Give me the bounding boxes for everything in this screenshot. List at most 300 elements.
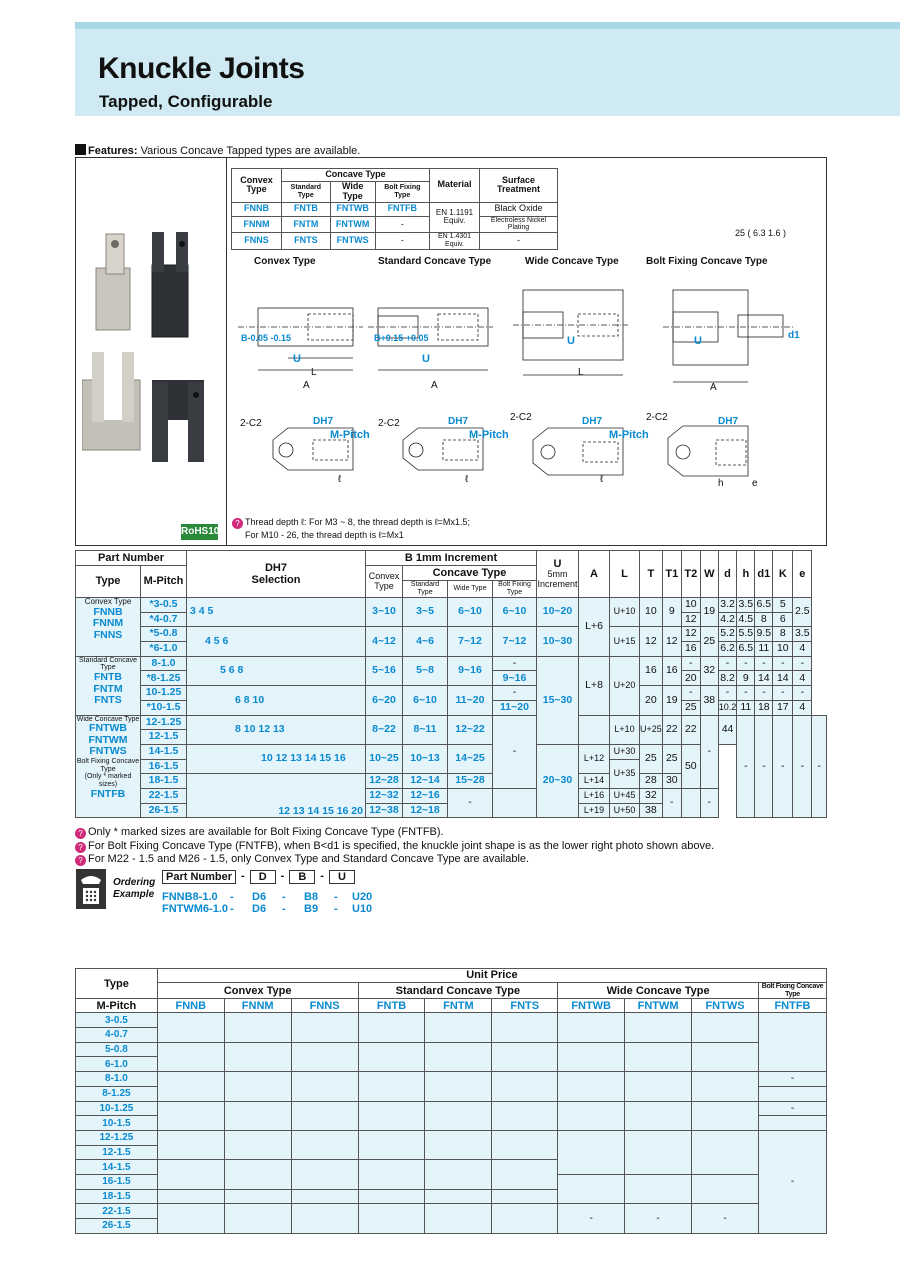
e-cell: - bbox=[812, 715, 827, 818]
notes bbox=[75, 826, 714, 867]
t2-cell: - bbox=[681, 656, 700, 671]
ordering-header bbox=[162, 870, 355, 884]
d1-cell: 11 bbox=[755, 642, 773, 657]
d-cell: 8.2 bbox=[718, 671, 737, 686]
k-cell: 17 bbox=[773, 700, 793, 715]
a-cell: L+16 bbox=[579, 788, 610, 803]
d1-cell: - bbox=[755, 686, 773, 701]
label-dh7-3: DH7 bbox=[582, 416, 603, 427]
b-cell: 6~20 bbox=[366, 686, 403, 715]
price-th-mpitch: M-Pitch bbox=[76, 999, 158, 1013]
type-label: Bolt Fixing Concave Type bbox=[76, 757, 140, 773]
price-cell bbox=[291, 1160, 358, 1189]
th-type: Type bbox=[76, 566, 141, 598]
t2-cell: 12 bbox=[681, 612, 700, 627]
b-cell: 8~22 bbox=[366, 715, 403, 744]
price-cell bbox=[224, 1130, 291, 1159]
t-cell: 20 bbox=[640, 686, 663, 715]
technical-drawings bbox=[228, 270, 826, 520]
mpitch-cell: *4-0.7 bbox=[141, 612, 187, 627]
h-cell: 5.5 bbox=[737, 627, 755, 642]
price-row-label: 12-1.25 bbox=[76, 1130, 158, 1145]
type-label: FNTFB bbox=[90, 787, 126, 800]
t1-cell: - bbox=[662, 788, 681, 817]
spec-h-convex: Convex Type bbox=[232, 169, 282, 203]
photo-convex-silver bbox=[96, 234, 130, 330]
price-cell bbox=[625, 1174, 692, 1203]
th-u-text: U bbox=[553, 558, 562, 571]
w-cell: - bbox=[700, 788, 718, 817]
mpitch-cell: 18-1.5 bbox=[141, 774, 187, 789]
d-cell: 5.2 bbox=[718, 627, 737, 642]
b-cell: 12~32 bbox=[366, 788, 403, 803]
label-h: h bbox=[718, 478, 724, 489]
h-cell: 11 bbox=[737, 700, 755, 715]
b-cell: 5~16 bbox=[366, 656, 403, 685]
type-label: Convex Type bbox=[84, 597, 132, 606]
b-cell: 12~16 bbox=[403, 788, 448, 803]
ex-b: B8 bbox=[304, 891, 319, 903]
ordering-label bbox=[113, 877, 155, 901]
a-cell: L+8 bbox=[579, 656, 610, 715]
l-cell: U+35 bbox=[610, 759, 640, 788]
price-row-label: 18-1.5 bbox=[76, 1189, 158, 1204]
b-cell: 11~20 bbox=[493, 700, 537, 715]
e-cell: 2.5 bbox=[793, 598, 812, 627]
t-cell: 28 bbox=[640, 774, 663, 789]
spec-table bbox=[231, 168, 558, 250]
u-cell-empty bbox=[579, 715, 610, 744]
label-a-1: A bbox=[303, 380, 310, 391]
spec-cell: - bbox=[375, 216, 429, 232]
price-cell bbox=[157, 1189, 224, 1204]
d-selection-cell: 3 4 5 bbox=[187, 598, 366, 627]
u-cell: 15~30 bbox=[537, 656, 579, 744]
price-cell bbox=[558, 1072, 625, 1101]
b-cell: 14~25 bbox=[448, 744, 493, 773]
th-b-increment: B 1mm Increment bbox=[366, 551, 537, 566]
spec-cell: FNNB bbox=[232, 202, 282, 216]
phone-icon bbox=[75, 868, 107, 910]
t1-cell: 22 bbox=[681, 715, 700, 744]
th-col: d1 bbox=[755, 551, 773, 598]
th-mpitch: M-Pitch bbox=[141, 566, 187, 598]
price-cell: - bbox=[692, 1204, 759, 1233]
label-d1: d1 bbox=[788, 330, 800, 341]
t2-cell: 16 bbox=[681, 642, 700, 657]
price-table bbox=[75, 968, 827, 1234]
label-u-1: U bbox=[293, 353, 301, 365]
spec-h-concave: Concave Type bbox=[282, 169, 430, 182]
price-cell bbox=[224, 1072, 291, 1101]
b-cell: - bbox=[493, 656, 537, 671]
b-cell: 15~28 bbox=[448, 774, 493, 789]
price-cell: - bbox=[625, 1204, 692, 1233]
price-cell bbox=[625, 1013, 692, 1042]
h-cell: - bbox=[737, 686, 755, 701]
a-cell: L+12 bbox=[579, 744, 610, 773]
spec-cell: FNTWB bbox=[330, 202, 375, 216]
price-cell: - bbox=[558, 1204, 625, 1233]
price-cell bbox=[625, 1072, 692, 1101]
price-cell bbox=[558, 1013, 625, 1042]
price-cell bbox=[358, 1189, 425, 1204]
d-cell: 10.2 bbox=[718, 700, 737, 715]
price-row-label: 10-1.25 bbox=[76, 1101, 158, 1116]
k-cell: 10 bbox=[773, 642, 793, 657]
k-cell: - bbox=[793, 715, 812, 818]
d-cell: - bbox=[718, 686, 737, 701]
d-cell: 6.2 bbox=[718, 642, 737, 657]
l-cell: U+50 bbox=[610, 803, 640, 818]
th-col: K bbox=[773, 551, 793, 598]
th-col: L bbox=[610, 551, 640, 598]
price-cell bbox=[291, 1072, 358, 1101]
part-number-table bbox=[75, 550, 827, 818]
th-wide: Wide Type bbox=[448, 581, 493, 598]
b-cell: 4~12 bbox=[366, 627, 403, 656]
price-cell bbox=[425, 1042, 492, 1071]
label-u-2: U bbox=[422, 353, 430, 365]
spec-material-text: Material bbox=[437, 179, 472, 190]
u-cell: 20~30 bbox=[537, 744, 579, 817]
price-cell: - bbox=[758, 1101, 826, 1116]
price-cell bbox=[692, 1174, 759, 1203]
type-label: Wide Concave Type bbox=[76, 715, 140, 723]
price-th-unit: Unit Price bbox=[157, 969, 826, 983]
b-cell: 4~6 bbox=[403, 627, 448, 656]
thread-note-1 bbox=[232, 517, 470, 529]
type-label: FNTM bbox=[93, 682, 123, 695]
mpitch-cell: *5-0.8 bbox=[141, 627, 187, 642]
l-cell: U+30 bbox=[610, 744, 640, 759]
price-th-col: FNTM bbox=[425, 999, 492, 1013]
note-text: Only * marked sizes are available for Bolt Fixing Concave Type (FNTFB). bbox=[88, 826, 444, 838]
e-cell: - bbox=[793, 656, 812, 671]
t2-cell: 12 bbox=[681, 627, 700, 642]
price-cell bbox=[425, 1204, 492, 1233]
label-e: e bbox=[752, 478, 758, 489]
k-cell: - bbox=[773, 686, 793, 701]
a-cell: L+6 bbox=[579, 598, 610, 657]
ordering-examples bbox=[162, 891, 372, 915]
spec-h-material bbox=[430, 169, 480, 203]
b-cell: 8~11 bbox=[403, 715, 448, 744]
features-text: Various Concave Tapped types are available. bbox=[140, 145, 361, 157]
d-cell: 4.2 bbox=[718, 612, 737, 627]
b-cell: 5~8 bbox=[403, 656, 448, 685]
price-cell bbox=[157, 1204, 224, 1233]
d-selection-cell: 5 6 8 bbox=[187, 656, 366, 685]
page-title: Knuckle Joints bbox=[98, 52, 305, 85]
drawing-title-standard: Standard Concave Type bbox=[378, 256, 492, 267]
price-cell bbox=[692, 1072, 759, 1101]
square-icon bbox=[75, 144, 86, 155]
th-col: T2 bbox=[681, 551, 700, 598]
price-cell bbox=[157, 1160, 224, 1189]
note-item bbox=[75, 853, 714, 867]
price-cell bbox=[157, 1013, 224, 1042]
price-cell bbox=[492, 1042, 558, 1071]
price-row-label: 3-0.5 bbox=[76, 1013, 158, 1028]
label-dh7-1: DH7 bbox=[313, 416, 334, 427]
note-bullet-icon: ? bbox=[232, 518, 243, 529]
t2-cell: 10 bbox=[681, 598, 700, 613]
price-cell bbox=[224, 1160, 291, 1189]
b-cell: 3~5 bbox=[403, 598, 448, 627]
spec-h-wide: Wide Type bbox=[330, 182, 375, 203]
b-cell: 9~16 bbox=[493, 671, 537, 686]
note-bullet-icon: ? bbox=[75, 842, 86, 853]
b-cell: - bbox=[493, 715, 537, 788]
price-cell bbox=[358, 1042, 425, 1071]
t2-cell: 25 bbox=[681, 700, 700, 715]
drawing-bolt-side bbox=[663, 290, 793, 382]
price-cell bbox=[425, 1130, 492, 1159]
th-col: T bbox=[640, 551, 663, 598]
th-selection-text: Selection bbox=[251, 574, 301, 586]
note-text: For M22 - 1.5 and M26 - 1.5, only Convex Type and Standard Concave Type are available. bbox=[88, 853, 530, 865]
price-row-label: 8-1.0 bbox=[76, 1072, 158, 1087]
ex-dash: - bbox=[230, 903, 234, 915]
price-row-label: 5-0.8 bbox=[76, 1042, 158, 1057]
header-stripe bbox=[75, 22, 900, 29]
label-dh7-4: DH7 bbox=[718, 416, 739, 427]
ex-dash: - bbox=[282, 903, 286, 915]
spec-cell: EN 1.1191 Equiv. bbox=[430, 202, 480, 232]
price-cell bbox=[758, 1086, 826, 1101]
mpitch-cell: 12-1.25 bbox=[141, 715, 187, 730]
page-subtitle: Tapped, Configurable bbox=[99, 92, 273, 111]
price-cell bbox=[625, 1042, 692, 1071]
th-col: d bbox=[718, 551, 737, 598]
spec-surface-text: Surface Treatment bbox=[496, 174, 540, 195]
mpitch-cell: 26-1.5 bbox=[141, 803, 187, 818]
t-cell: 10 bbox=[640, 598, 663, 627]
b-cell: 12~18 bbox=[403, 803, 448, 818]
l-cell: U+15 bbox=[610, 627, 640, 656]
b-cell: - bbox=[493, 686, 537, 701]
t1-cell: 19 bbox=[662, 686, 681, 715]
type-label: FNNB bbox=[93, 605, 123, 618]
t2-empty bbox=[681, 788, 700, 817]
price-th-col: FNTWB bbox=[558, 999, 625, 1013]
price-cell bbox=[492, 1101, 558, 1130]
th-col: A bbox=[579, 551, 610, 598]
label-c2-4: 2-C2 bbox=[646, 412, 668, 423]
price-cell bbox=[358, 1204, 425, 1233]
price-cell bbox=[425, 1013, 492, 1042]
spec-cell: FNNS bbox=[232, 233, 282, 249]
ex-part: FNTWM6-1.0 bbox=[162, 903, 228, 915]
label-c2-3: 2-C2 bbox=[510, 412, 532, 423]
th-col: h bbox=[737, 551, 755, 598]
drawing-wide-side bbox=[513, 290, 628, 375]
label-b-convex: B-0.05 -0.15 bbox=[241, 333, 292, 343]
mpitch-cell: 8-1.0 bbox=[141, 656, 187, 671]
drawing-title-wide: Wide Concave Type bbox=[525, 256, 619, 267]
d1-cell: - bbox=[773, 715, 793, 818]
price-th-col: FNTB bbox=[358, 999, 425, 1013]
ex-dash: - bbox=[334, 891, 338, 903]
t2-cell: - bbox=[681, 686, 700, 701]
d1-cell: 8 bbox=[755, 612, 773, 627]
d1-cell: 6.5 bbox=[755, 598, 773, 613]
d1-cell: 18 bbox=[755, 700, 773, 715]
w-cell: 32 bbox=[700, 656, 718, 685]
label-ell-1: ℓ bbox=[338, 474, 342, 485]
ordering-label-2: Example bbox=[113, 889, 155, 900]
d-selection-cell: 8 10 12 13 bbox=[187, 715, 366, 744]
ordering-hdr-b: B bbox=[289, 870, 315, 884]
label-l-1: L bbox=[311, 367, 317, 378]
b-cell: 12~14 bbox=[403, 774, 448, 789]
th-col: T1 bbox=[662, 551, 681, 598]
price-cell bbox=[692, 1130, 759, 1174]
d-selection-cell: 4 5 6 bbox=[187, 627, 366, 656]
mpitch-cell: 10-1.25 bbox=[141, 686, 187, 701]
label-u-3: U bbox=[567, 335, 575, 347]
th-part-number: Part Number bbox=[76, 551, 187, 566]
price-cell bbox=[758, 1116, 826, 1131]
mpitch-cell: 14-1.5 bbox=[141, 744, 187, 759]
l-cell: U+10 bbox=[610, 598, 640, 627]
k-cell: 6 bbox=[773, 612, 793, 627]
price-cell bbox=[558, 1101, 625, 1130]
u-cell: 10~30 bbox=[537, 627, 579, 656]
spec-cell: Electroless Nickel Plating bbox=[480, 216, 558, 232]
price-cell bbox=[492, 1160, 558, 1189]
t1-cell: 16 bbox=[662, 656, 681, 685]
k-cell: 8 bbox=[773, 627, 793, 642]
th-dh7 bbox=[187, 551, 366, 598]
thread-note-text-1: Thread depth ℓ: For M3 ~ 8, the thread depth is ℓ=Mx1.5; bbox=[245, 517, 470, 527]
b-cell: 12~22 bbox=[448, 715, 493, 744]
ordering-example-2 bbox=[162, 903, 372, 915]
price-cell bbox=[692, 1101, 759, 1130]
label-c2-1: 2-C2 bbox=[240, 418, 262, 429]
price-cell bbox=[425, 1101, 492, 1130]
ordering-hdr-d: D bbox=[250, 870, 276, 884]
b-cell: 6~10 bbox=[448, 598, 493, 627]
spec-cell: Black Oxide bbox=[480, 202, 558, 216]
t1-cell: 12 bbox=[662, 627, 681, 656]
b-cell: 3~10 bbox=[366, 598, 403, 627]
th-u bbox=[537, 551, 579, 598]
price-row-label: 14-1.5 bbox=[76, 1160, 158, 1175]
label-b-standard: B+0.15 +0.05 bbox=[374, 333, 429, 343]
price-cell bbox=[692, 1013, 759, 1042]
price-cell bbox=[291, 1204, 358, 1233]
product-photos bbox=[82, 220, 222, 520]
price-row-label: 26-1.5 bbox=[76, 1219, 158, 1234]
price-cell bbox=[358, 1160, 425, 1189]
label-ell-3: ℓ bbox=[600, 474, 604, 485]
type-group-convex bbox=[76, 598, 141, 657]
note-item bbox=[75, 840, 714, 854]
b-cell: 12~28 bbox=[366, 774, 403, 789]
b-cell: 6~10 bbox=[493, 598, 537, 627]
price-cell bbox=[224, 1101, 291, 1130]
type-label: FNTWB bbox=[89, 722, 127, 735]
price-th-group: Wide Concave Type bbox=[558, 983, 759, 999]
price-cell bbox=[425, 1072, 492, 1101]
price-th-col: FNTWS bbox=[692, 999, 759, 1013]
drawing-title-bolt: Bolt Fixing Concave Type bbox=[646, 256, 768, 267]
price-cell bbox=[291, 1101, 358, 1130]
type-group-standard bbox=[76, 656, 141, 715]
price-cell bbox=[157, 1042, 224, 1071]
price-cell bbox=[224, 1189, 291, 1204]
l-cell: U+45 bbox=[610, 788, 640, 803]
th-concave: Concave Type bbox=[403, 566, 537, 581]
price-cell bbox=[291, 1130, 358, 1159]
a-cell: L+14 bbox=[579, 774, 610, 789]
spec-cell: FNTFB bbox=[375, 202, 429, 216]
mpitch-cell: 12-1.5 bbox=[141, 730, 187, 745]
a-cell: L+19 bbox=[579, 803, 610, 818]
type-label: FNTWM bbox=[88, 733, 128, 746]
th-bolt: Bolt Fixing Type bbox=[493, 581, 537, 598]
d-cell: - bbox=[718, 656, 737, 671]
label-mpitch-3: M-Pitch bbox=[609, 429, 649, 441]
photo-concave-black bbox=[152, 232, 188, 337]
price-row-label: 10-1.5 bbox=[76, 1116, 158, 1131]
price-cell: - bbox=[758, 1130, 826, 1233]
price-row-label: 6-1.0 bbox=[76, 1057, 158, 1072]
price-th-col: FNNB bbox=[157, 999, 224, 1013]
price-th-type: Type bbox=[76, 969, 158, 999]
price-th-col: FNTWM bbox=[625, 999, 692, 1013]
a-cell: L+10 bbox=[610, 715, 640, 744]
photo-bolt-black bbox=[152, 380, 204, 462]
ex-part: FNNB8-1.0 bbox=[162, 891, 218, 903]
features-label: Features: bbox=[88, 145, 138, 157]
ordering-hdr-u: U bbox=[329, 870, 355, 884]
e-cell: 4 bbox=[793, 671, 812, 686]
rohs-badge: RoHS10 bbox=[181, 524, 218, 540]
price-cell bbox=[558, 1174, 625, 1203]
label-a-2: A bbox=[431, 380, 438, 391]
roughness-symbol: 25 ( 6.3 1.6 ) bbox=[735, 228, 787, 238]
spec-h-bolt: Bolt Fixing Type bbox=[375, 182, 429, 203]
label-l-3: L bbox=[578, 367, 584, 378]
th-col: e bbox=[793, 551, 812, 598]
price-th-group: Convex Type bbox=[157, 983, 358, 999]
ex-u: U10 bbox=[352, 903, 373, 915]
price-cell bbox=[492, 1204, 558, 1233]
b-cell: 9~16 bbox=[448, 656, 493, 685]
t1-cell: 9 bbox=[662, 598, 681, 627]
price-cell bbox=[291, 1042, 358, 1071]
spec-cell: FNTB bbox=[282, 202, 331, 216]
label-mpitch-1: M-Pitch bbox=[330, 429, 370, 441]
k-cell: 5 bbox=[773, 598, 793, 613]
price-cell bbox=[358, 1072, 425, 1101]
price-cell bbox=[291, 1189, 358, 1204]
th-col: W bbox=[700, 551, 718, 598]
e-cell: 3.5 bbox=[793, 627, 812, 642]
d1-cell: - bbox=[755, 656, 773, 671]
t-cell: 22 bbox=[662, 715, 681, 744]
features-line bbox=[75, 144, 360, 157]
d-selection-cell: 6 8 10 bbox=[187, 686, 366, 715]
d-selection-cell: 12 13 14 15 16 20 bbox=[187, 774, 366, 818]
price-cell: - bbox=[758, 1072, 826, 1087]
price-cell bbox=[758, 1013, 826, 1072]
price-th-col: FNTFB bbox=[758, 999, 826, 1013]
t2-cell: - bbox=[700, 715, 718, 788]
